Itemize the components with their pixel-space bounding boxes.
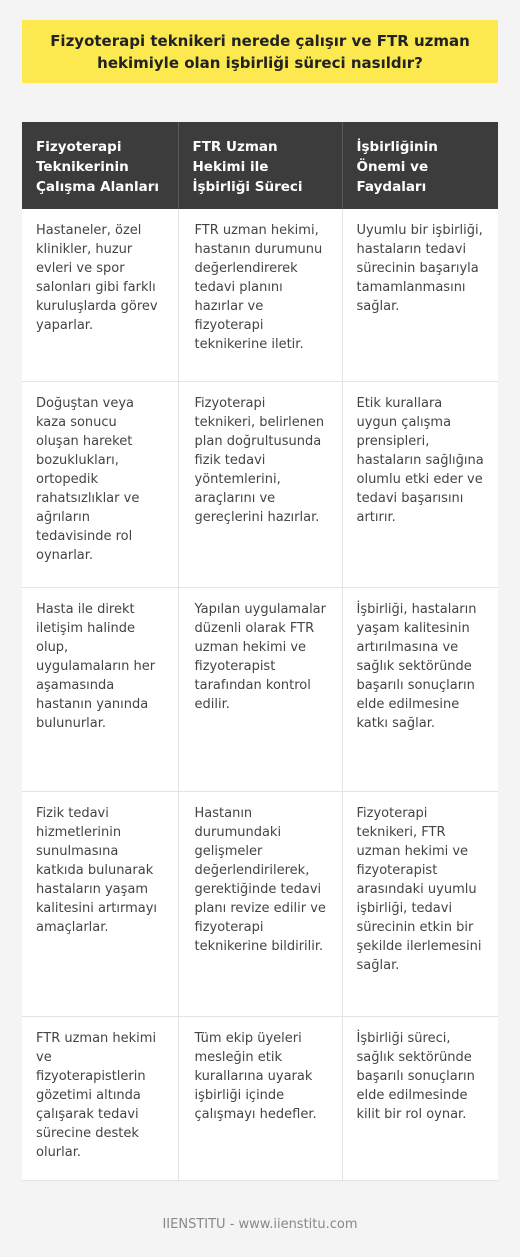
table-cell: Uyumlu bir işbirliği, hastaların tedavi sürecinin başarıyla tamamlanmasını sağlar. <box>342 209 498 381</box>
table-cell: İşbirliği, hastaların yaşam kalitesinin artırılmasına ve sağlık sektöründe başarılı sonuçların elde edilmesine katkı sağlar. <box>342 587 498 791</box>
column-header-collaboration-process: FTR Uzman Hekimi ile İşbirliği Süreci <box>178 122 342 209</box>
page-title: Fizyoterapi teknikeri nerede çalışır ve FTR uzman hekimiyle olan işbirliği süreci nasıldır? <box>50 31 470 72</box>
table-cell: FTR uzman hekimi ve fizyoterapistlerin gözetimi altında çalışarak tedavi sürecine destek olurlar. <box>22 1016 178 1180</box>
table-cell: Yapılan uygulamalar düzenli olarak FTR uzman hekimi ve fizyoterapist tarafından kontrol edilir. <box>178 587 342 791</box>
table-header-row <box>22 122 498 209</box>
table-cell: Doğuştan veya kaza sonucu oluşan hareket bozuklukları, ortopedik rahatsızlıklar ve ağrıların tedavisinde rol oynarlar. <box>22 381 178 587</box>
table-cell: İşbirliği süreci, sağlık sektöründe başarılı sonuçların elde edilmesinde kilit bir rol oynar. <box>342 1016 498 1180</box>
table-cell: Hastanın durumundaki gelişmeler değerlendirilerek, gerektiğinde tedavi planı revize edilir ve fizyoterapi teknikerine bildirilir. <box>178 791 342 1016</box>
table-row <box>22 587 498 791</box>
table-cell: Fizyoterapi teknikeri, FTR uzman hekimi ve fizyoterapist arasındaki uyumlu işbirliği, tedavi sürecinin etkin bir şekilde ilerlemesini sağlar. <box>342 791 498 1016</box>
table-row <box>22 381 498 587</box>
table-cell: Hastaneler, özel klinikler, huzur evleri ve spor salonları gibi farklı kuruluşlarda görev yaparlar. <box>22 209 178 381</box>
column-header-work-areas: Fizyoterapi Teknikerinin Çalışma Alanları <box>22 122 178 209</box>
footer-credit: IIENSTITU - www.iienstitu.com <box>162 1217 358 1232</box>
column-header-importance-benefits: İşbirliğinin Önemi ve Faydaları <box>342 122 498 209</box>
table-cell: Tüm ekip üyeleri mesleğin etik kurallarına uyarak işbirliği içinde çalışmayı hedefler. <box>178 1016 342 1180</box>
table-row <box>22 1016 498 1180</box>
table-row <box>22 209 498 381</box>
title-banner <box>22 20 498 83</box>
table-cell: FTR uzman hekimi, hastanın durumunu değerlendirerek tedavi planını hazırlar ve fizyoterapi teknikerine iletir. <box>178 209 342 381</box>
table-cell: Fizyoterapi teknikeri, belirlenen plan doğrultusunda fizik tedavi yöntemlerini, araçlarını ve gereçlerini hazırlar. <box>178 381 342 587</box>
table-cell: Fizik tedavi hizmetlerinin sunulmasına katkıda bulunarak hastaların yaşam kalitesini artırmayı amaçlarlar. <box>22 791 178 1016</box>
table-cell: Hasta ile direkt iletişim halinde olup, uygulamaların her aşamasında hastanın yanında bulunurlar. <box>22 587 178 791</box>
table-row <box>22 791 498 1016</box>
comparison-table <box>22 122 498 1181</box>
table-cell: Etik kurallara uygun çalışma prensipleri, hastaların sağlığına olumlu etki eder ve tedavi başarısını artırır. <box>342 381 498 587</box>
